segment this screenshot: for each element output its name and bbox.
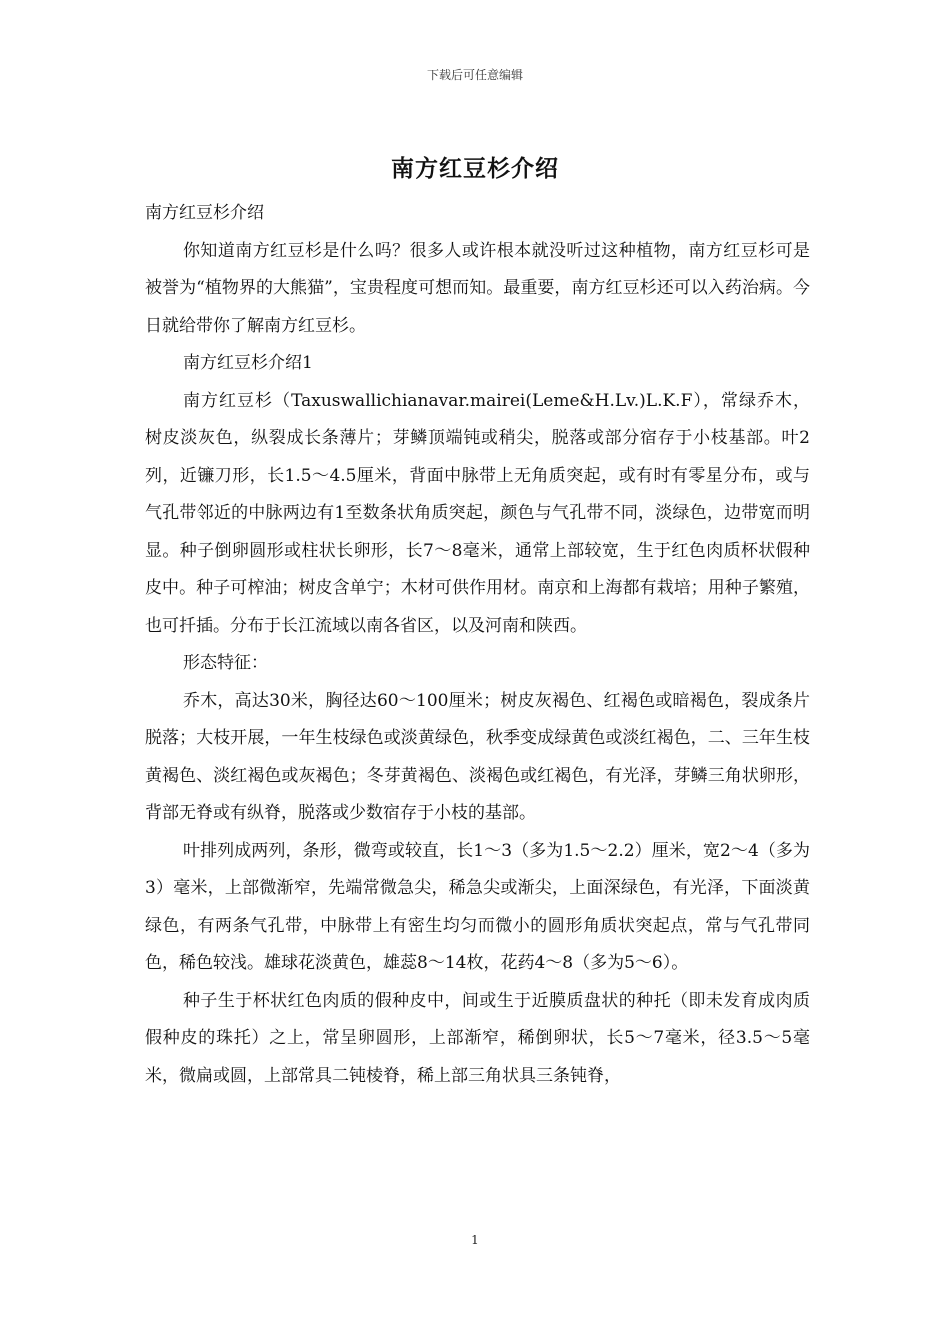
document-body xyxy=(145,195,810,1095)
morphology-heading: 形态特征： xyxy=(183,653,268,673)
document-title: 南方红豆杉介绍 xyxy=(391,155,559,182)
section-heading: 南方红豆杉介绍 xyxy=(145,203,264,223)
leaf-paragraph: 叶排列成两列，条形，微弯或较直，长1～3（多为1.5～2.2）厘米，宽2～4（多为3）毫米，上部微渐窄，先端常微急尖，稀急尖或渐尖，上面深绿色，有光泽，下面淡黄绿色，有两条气孔带，中脉带上有密生均匀而微小的圆形角质状突起点，常与气孔带同色，稀色较浅。雄球花淡黄色，雄蕊8～14枚，花药4～8（多为5～6）。 xyxy=(145,840,810,973)
intro-paragraph: 你知道南方红豆杉是什么吗？很多人或许根本就没听过这种植物，南方红豆杉可是被誉为“植物界的大熊猫”，宝贵程度可想而知。最重要，南方红豆杉还可以入药治病。今日就给带你了解南方红豆杉。 xyxy=(145,240,810,336)
header-note: 下载后可任意编辑 xyxy=(426,68,523,82)
description-paragraph: 南方红豆杉（Taxuswallichianavar.mairei(Leme&H.Lv.)L.K.F），常绿乔木，树皮淡灰色，纵裂成长条薄片；芽鳞顶端钝或稍尖，脱落或部分宿存于小枝基部。叶2列，近镰刀形，长1.5～4.5厘米，背面中脉带上无角质突起，或有时有零星分布，或与气孔带邻近的中脉两边有1至数条状角质突起，颜色与气孔带不同，淡绿色，边带宽而明显。种子倒卵圆形或柱状长卵形，长7～8毫米，通常上部较宽，生于红色肉质杯状假种皮中。种子可榨油；树皮含单宁；木材可供作用材。南京和上海都有栽培；用种子繁殖，也可扦插。分布于长江流域以南各省区，以及河南和陕西。 xyxy=(145,390,810,636)
trunk-paragraph: 乔木，高达30米，胸径达60～100厘米；树皮灰褐色、红褐色或暗褐色，裂成条片脱落；大枝开展，一年生枝绿色或淡黄绿色，秋季变成绿黄色或淡红褐色，二、三年生枝黄褐色、淡红褐色或灰褐色；冬芽黄褐色、淡褐色或红褐色，有光泽，芽鳞三角状卵形，背部无脊或有纵脊，脱落或少数宿存于小枝的基部。 xyxy=(145,690,810,823)
subsection-heading: 南方红豆杉介绍1 xyxy=(183,353,313,373)
seed-paragraph: 种子生于杯状红色肉质的假种皮中，间或生于近膜质盘状的种托（即未发育成肉质假种皮的珠托）之上，常呈卵圆形，上部渐窄，稀倒卵状，长5～7毫米，径3.5～5毫米，微扁或圆，上部常具二钝棱脊，稀上部三角状具三条钝脊， xyxy=(145,990,810,1086)
page-number: 1 xyxy=(471,1233,479,1247)
